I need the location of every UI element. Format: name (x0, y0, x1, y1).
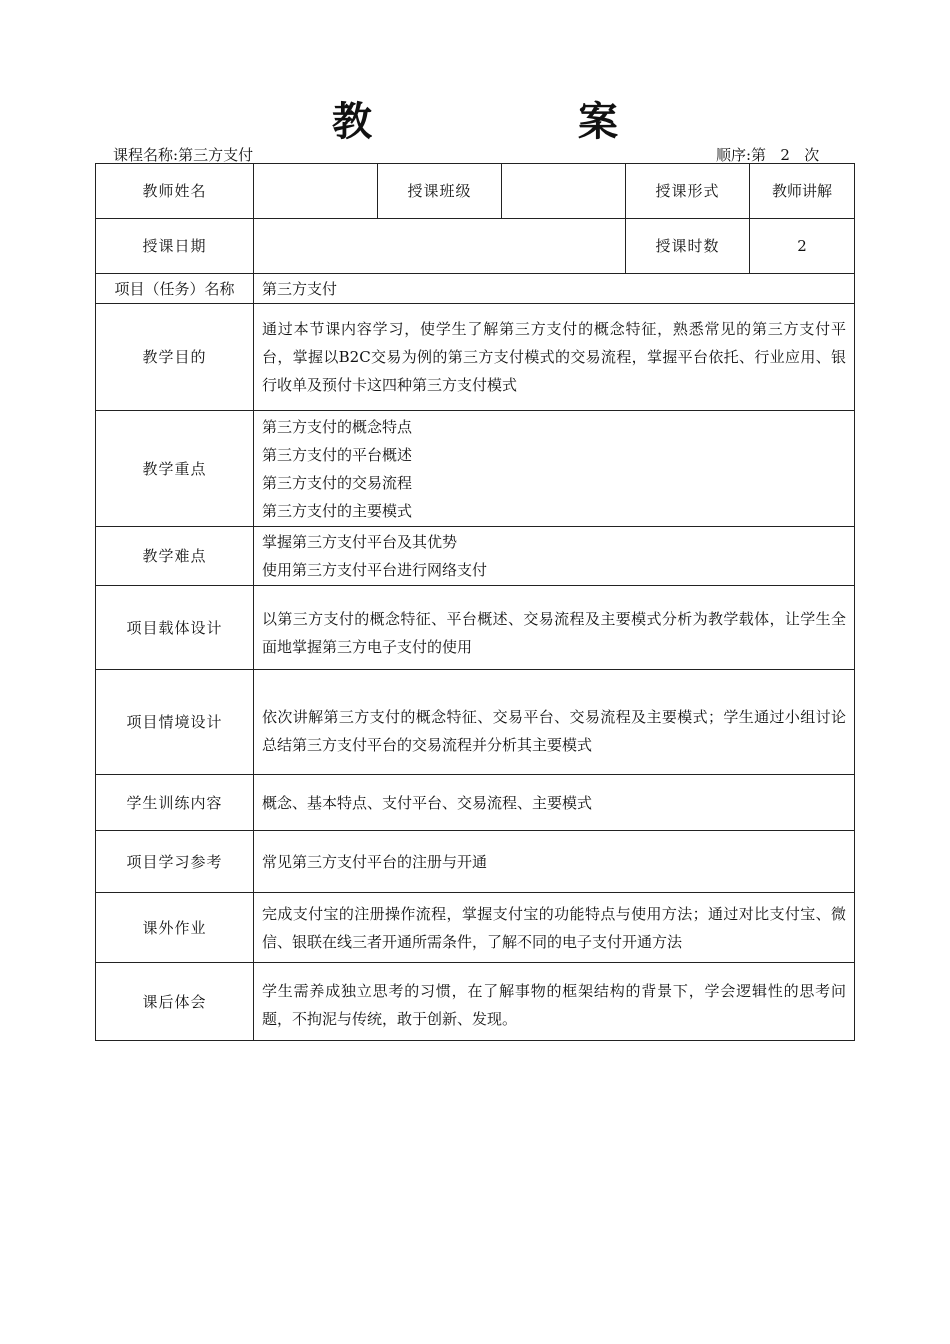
table-row (96, 831, 855, 893)
carrier-design-label: 项目载体设计 (96, 586, 254, 670)
table-row (96, 586, 855, 670)
carrier-design-value: 以第三方支付的概念特征、平台概述、交易流程及主要模式分析为教学载体，让学生全面地掌握第三方电子支付的使用 (254, 586, 855, 670)
class-value (502, 164, 626, 219)
teaching-form-value: 教师讲解 (750, 164, 855, 219)
table-row (96, 274, 855, 304)
key-point-item: 第三方支付的概念特点 (262, 417, 413, 436)
table-row (96, 963, 855, 1041)
reference-label: 项目学习参考 (96, 831, 254, 893)
teaching-date-label: 授课日期 (96, 219, 254, 274)
document-title: 教 案 (332, 99, 714, 145)
order-number: 2 (780, 146, 790, 164)
difficulties-label: 教学难点 (96, 527, 254, 586)
teaching-date-value (254, 219, 626, 274)
project-name-label: 项目（任务）名称 (96, 274, 254, 304)
order-label: 顺序:第 (716, 146, 767, 164)
table-row (96, 893, 855, 963)
scenario-design-label: 项目情境设计 (96, 670, 254, 775)
class-label: 授课班级 (378, 164, 502, 219)
key-point-item: 第三方支付的主要模式 (262, 501, 413, 520)
teacher-name-label: 教师姓名 (96, 164, 254, 219)
difficulty-item: 使用第三方支付平台进行网络支付 (262, 561, 488, 579)
teaching-hours-value: 2 (750, 219, 855, 274)
training-value: 概念、基本特点、支付平台、交易流程、主要模式 (254, 775, 855, 831)
key-points-label: 教学重点 (96, 411, 254, 527)
lesson-plan-table (95, 163, 855, 1041)
order-line (716, 145, 819, 165)
course-name-label: 课程名称: (113, 146, 179, 164)
objective-value: 通过本节课内容学习，使学生了解第三方支付的概念特征，熟悉常见的第三方支付平台，掌握以B2C交易为例的第三方支付模式的交易流程，掌握平台依托、行业应用、银行收单及预付卡这四种第三方支付模式 (254, 304, 855, 411)
course-name-value: 第三方支付 (178, 146, 254, 164)
homework-value: 完成支付宝的注册操作流程，掌握支付宝的功能特点与使用方法；通过对比支付宝、微信、银联在线三者开通所需条件，了解不同的电子支付开通方法 (254, 893, 855, 963)
objective-label: 教学目的 (96, 304, 254, 411)
table-row (96, 411, 855, 527)
key-points-value (254, 411, 855, 527)
table-row (96, 775, 855, 831)
teaching-form-label: 授课形式 (626, 164, 750, 219)
teacher-name-value (254, 164, 378, 219)
difficulties-value (254, 527, 855, 586)
course-name-line (113, 145, 253, 165)
table-row (96, 527, 855, 586)
training-label: 学生训练内容 (96, 775, 254, 831)
homework-label: 课外作业 (96, 893, 254, 963)
table-row (96, 304, 855, 411)
difficulty-item: 掌握第三方支付平台及其优势 (262, 533, 458, 551)
table-row (96, 219, 855, 274)
table-row (96, 164, 855, 219)
key-point-item: 第三方支付的交易流程 (262, 473, 413, 492)
table-row (96, 670, 855, 775)
scenario-design-value: 依次讲解第三方支付的概念特征、交易平台、交易流程及主要模式；学生通过小组讨论总结第三方支付平台的交易流程并分析其主要模式 (254, 670, 855, 775)
key-point-item: 第三方支付的平台概述 (262, 445, 413, 464)
reflection-label: 课后体会 (96, 963, 254, 1041)
project-name-value: 第三方支付 (254, 274, 855, 304)
reflection-value: 学生需养成独立思考的习惯，在了解事物的框架结构的背景下，学会逻辑性的思考问题，不拘泥与传统，敢于创新、发现。 (254, 963, 855, 1041)
teaching-hours-label: 授课时数 (626, 219, 750, 274)
reference-value: 常见第三方支付平台的注册与开通 (254, 831, 855, 893)
order-suffix: 次 (804, 146, 820, 164)
